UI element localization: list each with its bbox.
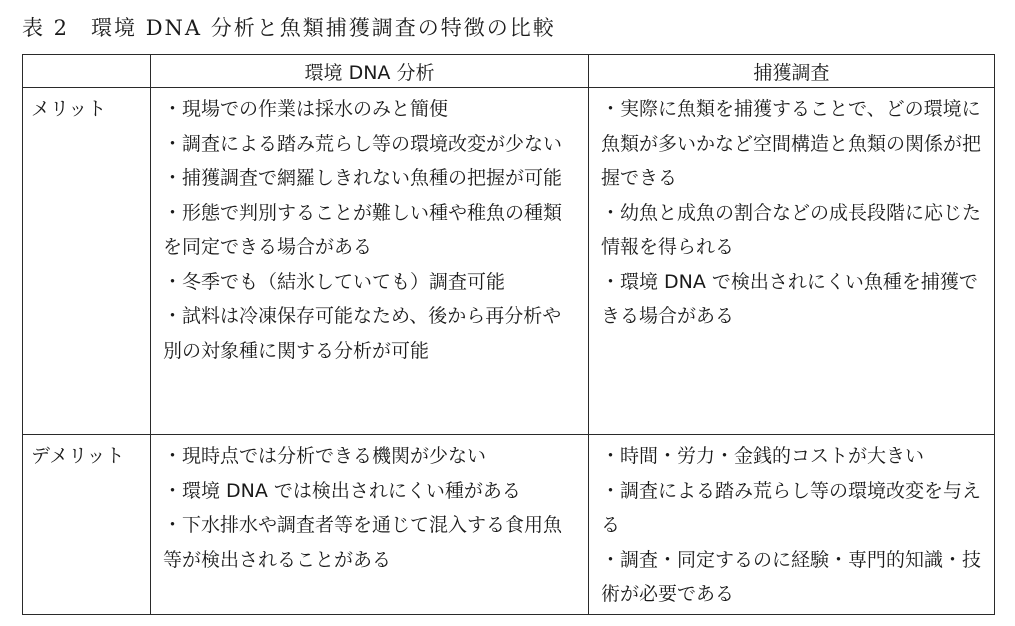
table-row bbox=[23, 435, 995, 615]
header-corner bbox=[23, 55, 151, 88]
comparison-table bbox=[22, 54, 995, 615]
demerit-edna-cell bbox=[151, 435, 589, 615]
list-item: ・実際に魚類を捕獲することで、どの環境に魚類が多いかなど空間構造と魚類の関係が把握できる bbox=[601, 98, 982, 189]
header-row bbox=[23, 55, 995, 88]
row-label-demerit: デメリット bbox=[23, 435, 151, 615]
merit-edna-cell bbox=[151, 88, 589, 435]
list-item: ・環境 DNA で検出されにくい魚種を捕獲できる場合がある bbox=[601, 270, 978, 327]
list-item: ・現時点では分析できる機関が少ない bbox=[163, 445, 487, 467]
table-caption bbox=[22, 12, 556, 42]
table-row bbox=[23, 88, 995, 435]
demerit-capture-cell bbox=[589, 435, 995, 615]
list-item: ・現場での作業は採水のみと簡便 bbox=[163, 98, 449, 120]
table-title: 環境 DNA 分析と魚類捕獲調査の特徴の比較 bbox=[91, 16, 556, 40]
list-item: ・調査・同定するのに経験・専門的知識・技術が必要である bbox=[601, 548, 982, 605]
list-item: ・形態で判別することが難しい種や稚魚の種類を同定できる場合がある bbox=[163, 201, 563, 258]
list-item: ・試料は冷凍保存可能なため、後から再分析や別の対象種に関する分析が可能 bbox=[163, 305, 562, 362]
merit-capture-cell bbox=[589, 88, 995, 435]
row-label-merit: メリット bbox=[23, 88, 151, 435]
table-number: 表 2 bbox=[22, 16, 70, 40]
list-item: ・調査による踏み荒らし等の環境改変を与える bbox=[601, 479, 982, 536]
list-item: ・時間・労力・金銭的コストが大きい bbox=[601, 445, 925, 467]
list-item: ・捕獲調査で網羅しきれない魚種の把握が可能 bbox=[163, 167, 563, 189]
list-item: ・下水排水や調査者等を通じて混入する食用魚等が検出されることがある bbox=[163, 514, 563, 571]
list-item: ・冬季でも（結氷していても）調査可能 bbox=[163, 270, 506, 293]
header-edna: 環境 DNA 分析 bbox=[151, 55, 589, 88]
header-capture: 捕獲調査 bbox=[589, 55, 995, 88]
list-item: ・環境 DNA では検出されにくい種がある bbox=[163, 479, 521, 502]
list-item: ・調査による踏み荒らし等の環境改変が少ない bbox=[163, 132, 563, 155]
list-item: ・幼魚と成魚の割合などの成長段階に応じた情報を得られる bbox=[601, 201, 982, 258]
